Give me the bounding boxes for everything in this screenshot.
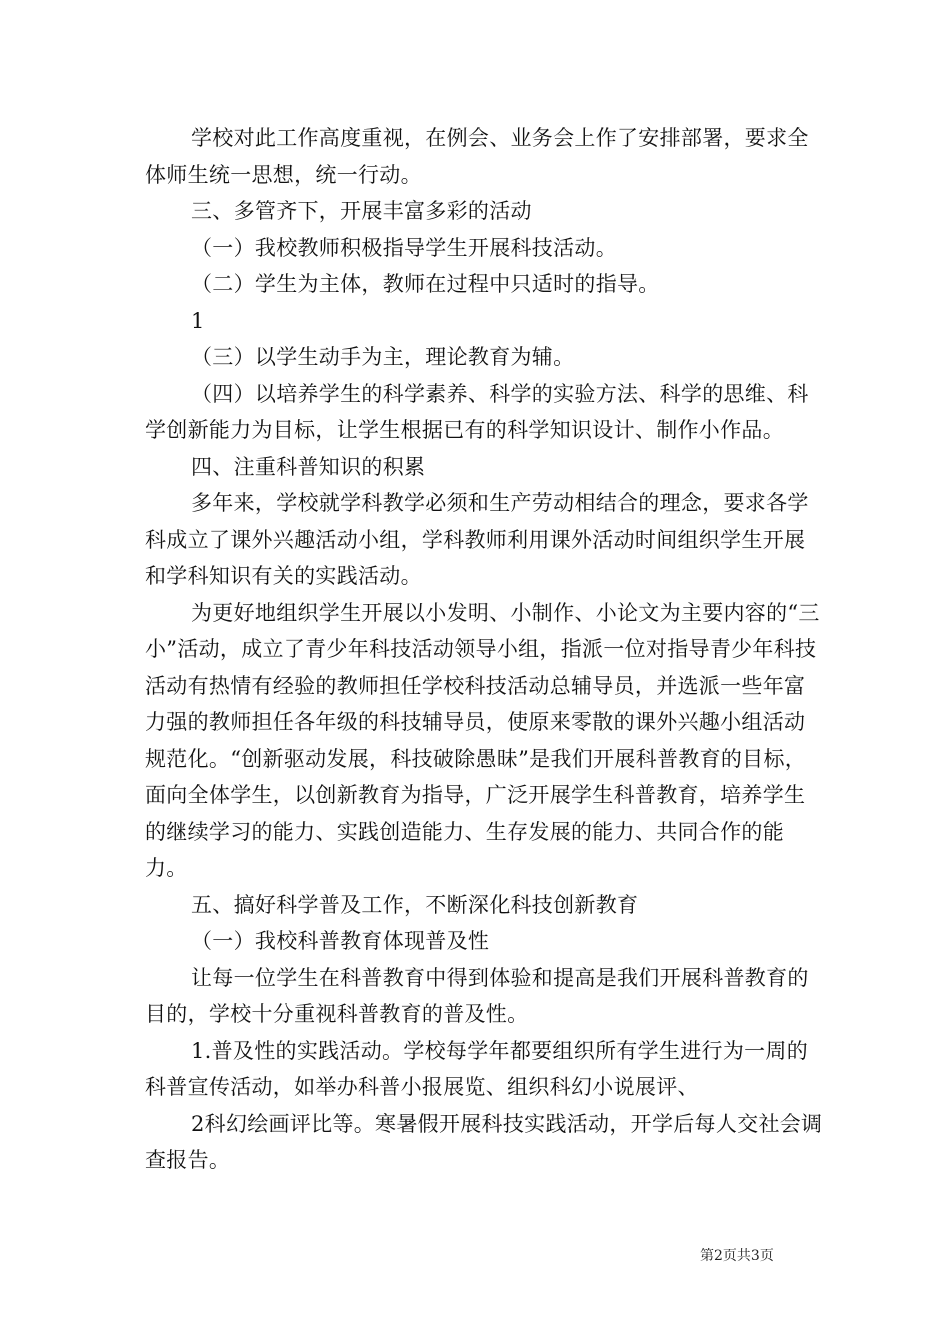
section-heading: 四、注重科普知识的积累: [191, 454, 426, 479]
document-body: [145, 120, 825, 1179]
paragraph: 1.普及性的实践活动。学校每学年都要组织所有学生进行为一周的科普宣传活动，如举办科普小报展览、组织科幻小说展评、: [145, 1038, 809, 1099]
paragraph: 让每一位学生在科普教育中得到体验和提高是我们开展科普教育的目的，学校十分重视科普教育的普及性。: [145, 965, 809, 1026]
list-item: （二）学生为主体，教师在过程中只适时的指导。: [191, 272, 660, 296]
page-footer: [700, 1246, 820, 1266]
list-item: （一）我校教师积极指导学生开展科技活动。: [191, 235, 617, 260]
paragraph: 2科幻绘画评比等。寒暑假开展科技实践活动，开学后每人交社会调查报告。: [145, 1111, 823, 1172]
page-counter: 第2页共3页: [700, 1248, 774, 1264]
paragraph: 学校对此工作高度重视，在例会、业务会上作了安排部署，要求全体师生统一思想，统一行动。: [145, 126, 809, 187]
section-heading: 三、多管齐下，开展丰富多彩的活动: [191, 199, 532, 223]
subsection-heading: （一）我校科普教育体现普及性: [191, 929, 490, 953]
section-heading: 五、搞好科学普及工作，不断深化科技创新教育: [191, 892, 639, 917]
paragraph: 多年来，学校就学科教学必须和生产劳动相结合的理念，要求各学科成立了课外兴趣活动小组，学科教师利用课外活动时间组织学生开展和学科知识有关的实践活动。: [145, 491, 809, 588]
paragraph: 为更好地组织学生开展以小发明、小制作、小论文为主要内容的“三小”活动，成立了青少年科技活动领导小组，指派一位对指导青少年科技活动有热情有经验的教师担任学校科技活动总辅导员，并选派一些年富力强的教师担任各年级的科技辅导员，使原来零散的课外兴趣小组活动规范化。“创新驱动发展，科技破除愚昧”是我们开展科普教育的目标，面向全体学生，以创新教育为指导，广泛开展学生科普教育，培养学生的继续学习的能力、实践创造能力、生存发展的能力、共同合作的能力。: [145, 600, 820, 880]
list-item: （四）以培养学生的科学素养、科学的实验方法、科学的思维、科学创新能力为目标，让学生根据已有的科学知识设计、制作小作品。: [145, 381, 809, 442]
list-item: （三）以学生动手为主，理论教育为辅。: [191, 345, 575, 369]
inline-page-number: 1: [191, 308, 205, 333]
